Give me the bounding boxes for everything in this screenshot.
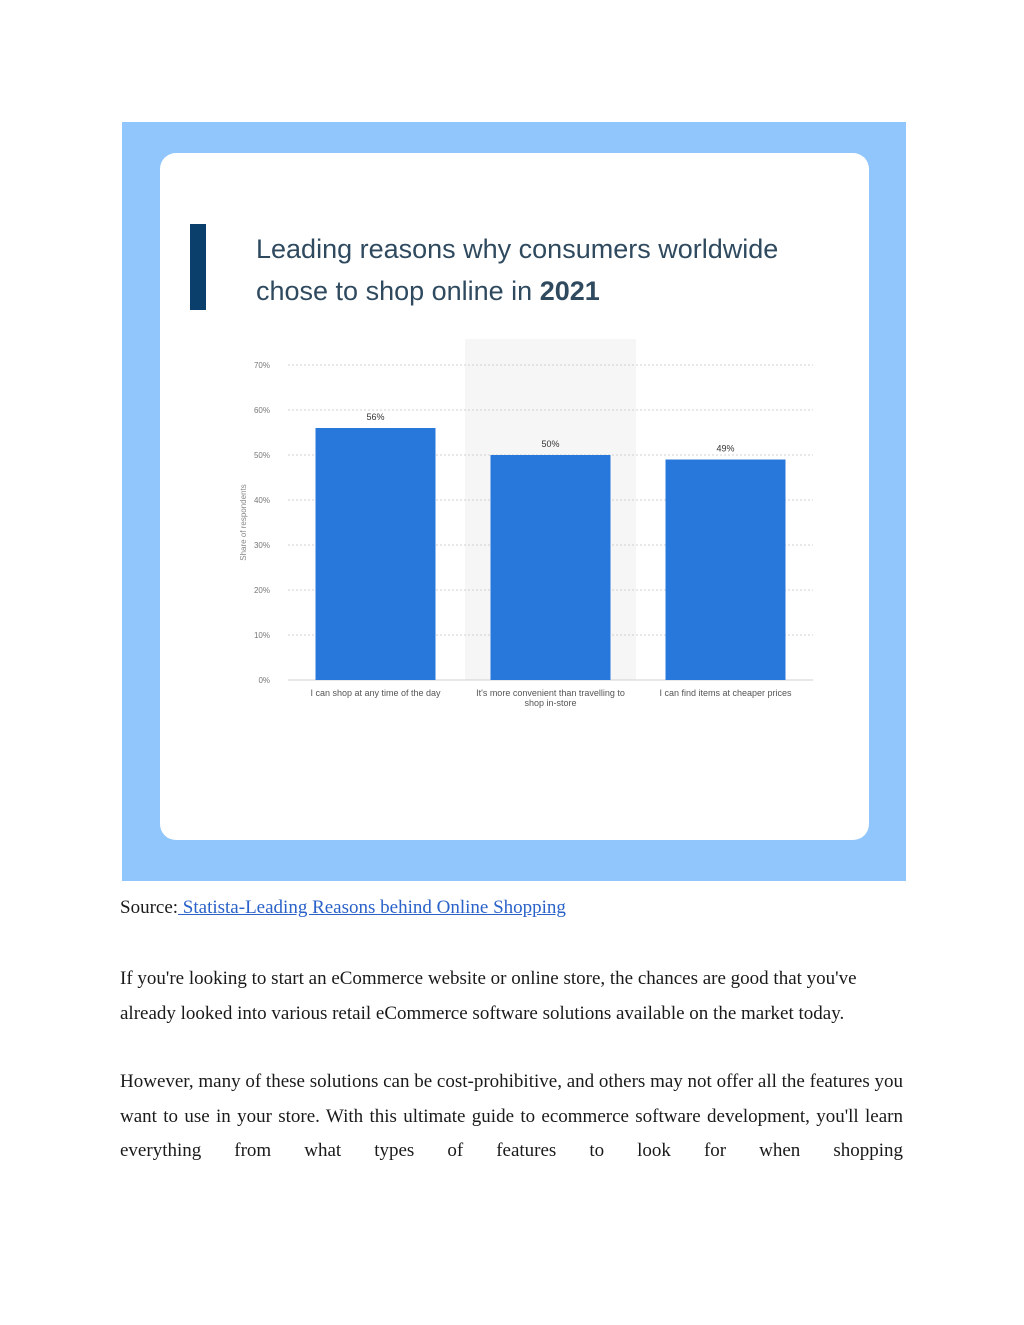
y-tick-label: 30% xyxy=(253,541,270,550)
bar xyxy=(491,455,611,680)
y-tick-label: 70% xyxy=(253,361,270,370)
source-prefix: Source: xyxy=(120,897,179,918)
x-category-label: shop in-store xyxy=(524,698,577,708)
y-tick-label: 50% xyxy=(253,451,270,460)
bar-value-label: 56% xyxy=(366,412,385,422)
y-axis-label: Share of respondents xyxy=(239,484,248,561)
bar-value-label: 50% xyxy=(541,439,560,449)
bar xyxy=(316,428,436,680)
chart-title-prefix: chose to shop online in xyxy=(256,276,540,306)
x-category-label: It's more convenient than travelling to xyxy=(476,688,625,698)
chart-title-year: 2021 xyxy=(539,276,600,306)
y-tick-label: 20% xyxy=(253,586,270,595)
bar xyxy=(666,460,786,681)
y-tick-label: 0% xyxy=(258,676,270,685)
paragraph-solutions: However, many of these solutions can be cost-prohibitive, and others may not offer all the features you want to use in your store. With this ultimate guide to ecommerce software development, you'll learn everything from what types of features to look for when shopping xyxy=(120,1071,903,1161)
bar-chart xyxy=(160,153,869,840)
y-tick-label: 10% xyxy=(253,631,270,640)
source-line xyxy=(120,897,566,919)
figure-frame xyxy=(122,122,906,881)
y-tick-label: 40% xyxy=(253,496,270,505)
x-category-label: I can shop at any time of the day xyxy=(310,688,441,698)
chart-title-line1: Leading reasons why consumers worldwide xyxy=(256,234,779,264)
y-tick-label: 60% xyxy=(253,406,270,415)
bar-value-label: 49% xyxy=(716,443,735,454)
source-link[interactable]: Statista-Leading Reasons behind Online Shopping xyxy=(178,897,566,918)
figure-card xyxy=(160,153,869,840)
x-category-label: I can find items at cheaper prices xyxy=(659,688,792,698)
paragraph-intro: If you're looking to start an eCommerce website or online store, the chances are good that you've already looked into various retail eCommerce software solutions available on the market today. xyxy=(120,968,857,1024)
